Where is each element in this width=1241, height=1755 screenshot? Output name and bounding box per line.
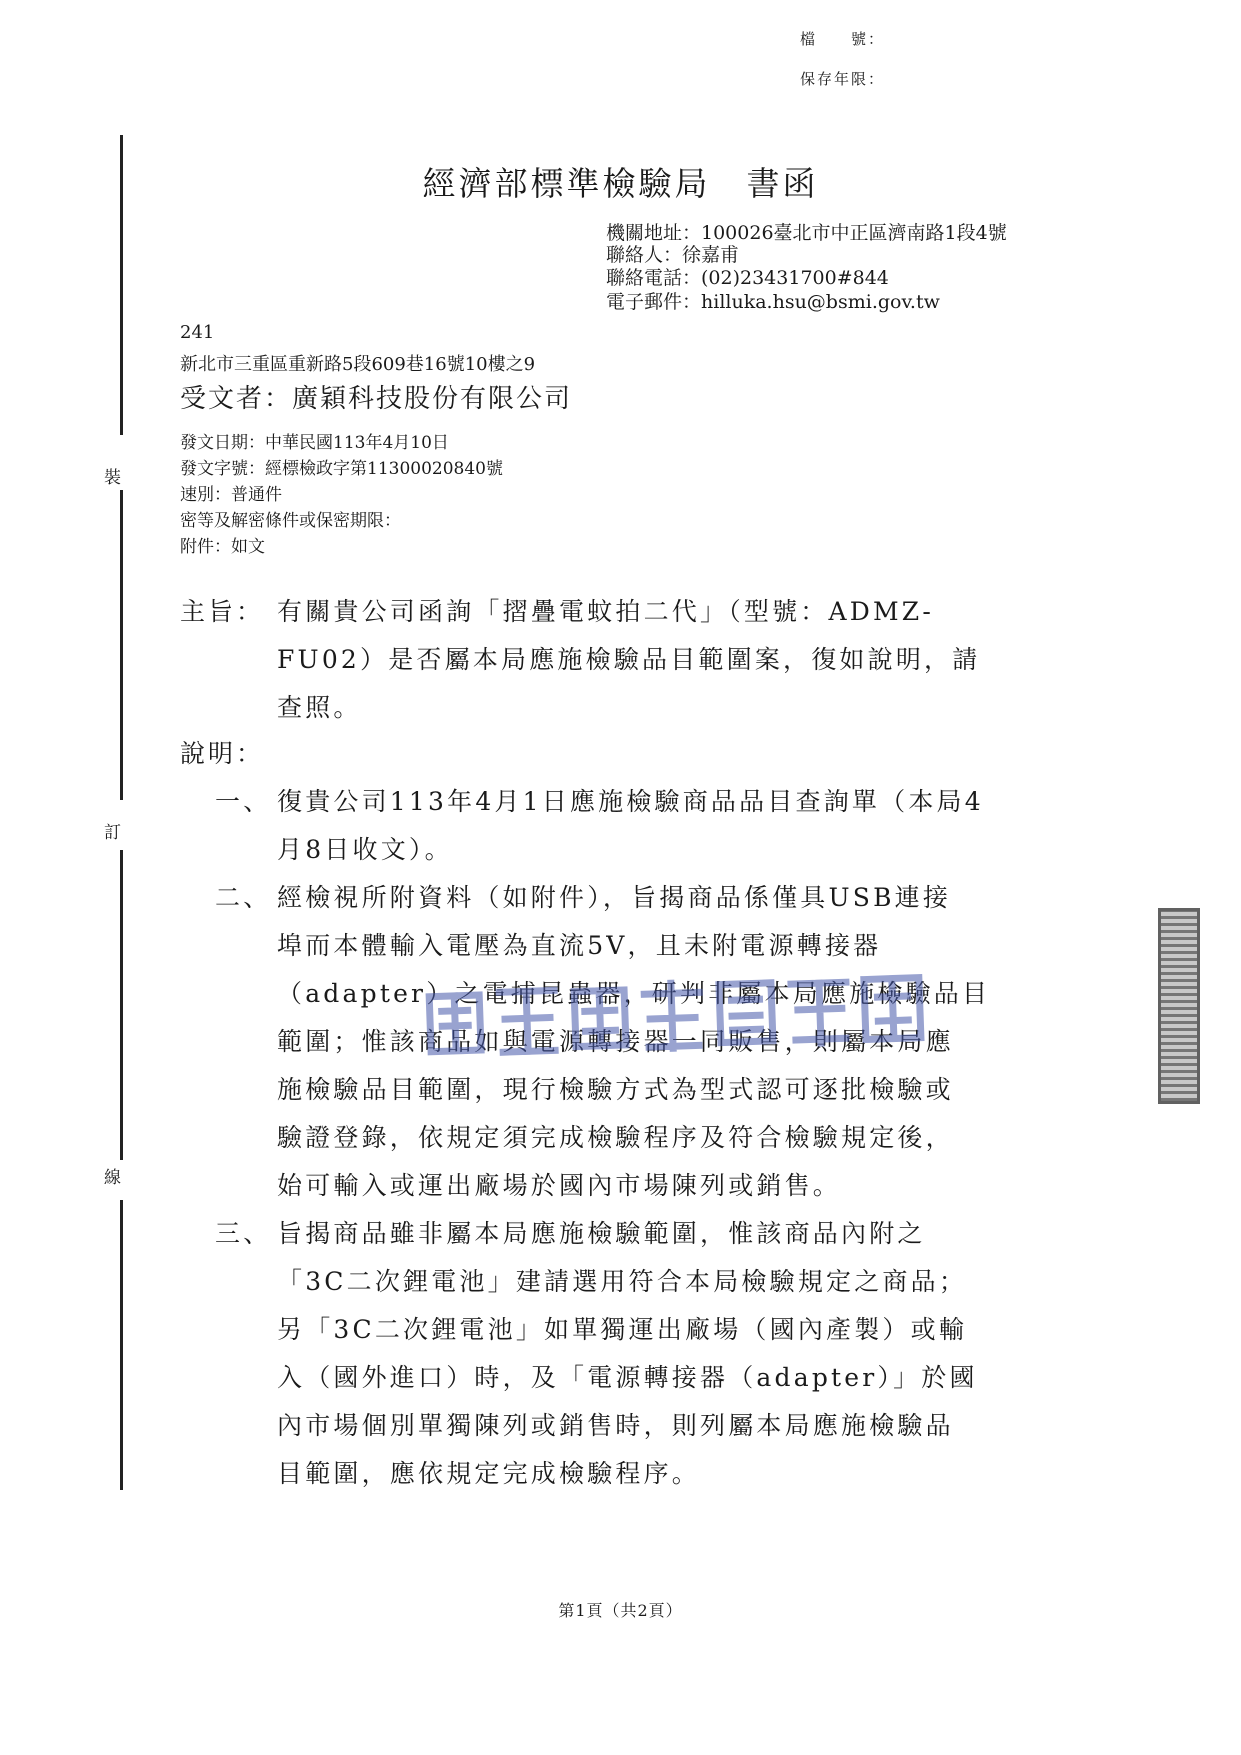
binding-mark-zhuang: 裝 <box>104 468 121 488</box>
item-line: 目範圍，應依規定完成檢驗程序。 <box>277 1459 701 1488</box>
side-perforation-seal <box>1158 908 1200 1104</box>
binding-line-lower <box>120 850 123 1160</box>
contact-email: 電子郵件：hilluka.hsu@bsmi.gov.tw <box>606 291 940 313</box>
item-line: 始可輸入或運出廠場於國內市場陳列或銷售。 <box>277 1171 842 1200</box>
secrecy-level: 密等及解密條件或保密期限： <box>180 511 401 531</box>
recipient-postal-code: 241 <box>180 322 215 343</box>
item-line: 施檢驗品目範圍，現行檢驗方式為型式認可逐批檢驗或 <box>277 1075 954 1104</box>
item-marker: 二、 <box>215 883 272 912</box>
binding-mark-xian: 線 <box>104 1168 121 1188</box>
agency-address: 機關地址：100026臺北市中正區濟南路1段4號 <box>606 222 1007 244</box>
item-line: 埠而本體輸入電壓為直流5V，且未附電源轉接器 <box>277 931 882 960</box>
official-seal-stamp <box>419 959 942 1072</box>
delivery-speed: 速別：普通件 <box>180 485 282 505</box>
binding-line-middle <box>120 490 123 800</box>
item-line: 內市場個別單獨陳列或銷售時，則列屬本局應施檢驗品 <box>277 1411 954 1440</box>
item-line: 驗證登錄，依規定須完成檢驗程序及符合檢驗規定後， <box>277 1123 954 1152</box>
explanation-label: 說明： <box>180 739 265 768</box>
document-title: 經濟部標準檢驗局 書函 <box>422 164 819 203</box>
recipient-street-address: 新北市三重區重新路5段609巷16號10樓之9 <box>180 354 536 375</box>
file-number-label: 檔 號： <box>800 30 886 48</box>
item-line: 旨揭商品雖非屬本局應施檢驗範圍，惟該商品內附之 <box>277 1219 926 1248</box>
item-line: 範圍；惟該商品如與電源轉接器一同販售，則屬本局應 <box>277 1027 954 1056</box>
retention-period-label: 保存年限： <box>800 70 886 88</box>
attachment: 附件：如文 <box>180 537 265 557</box>
item-line: 經檢視所附資料（如附件），旨揭商品係僅具USB連接 <box>277 883 952 912</box>
subject-line: 查照。 <box>277 693 362 722</box>
item-line: 另「3C二次鋰電池」如單獨運出廠場（國內產製）或輸 <box>277 1315 968 1344</box>
binding-mark-ding: 訂 <box>104 823 121 843</box>
item-marker: 一、 <box>215 787 272 816</box>
contact-phone: 聯絡電話：(02)23431700#844 <box>606 267 889 289</box>
page-number: 第1頁（共2頁） <box>558 1601 683 1620</box>
item-line: 「3C二次鋰電池」建請選用符合本局檢驗規定之商品； <box>277 1267 968 1296</box>
seal-stamp-graphic <box>419 959 942 1072</box>
item-line: 入（國外進口）時，及「電源轉接器（adapter）」於國 <box>277 1363 978 1392</box>
item-line: 月8日收文）。 <box>277 835 453 864</box>
contact-person: 聯絡人：徐嘉甫 <box>606 244 740 266</box>
subject-line: 有關貴公司函詢「摺疊電蚊拍二代」（型號：ADMZ- <box>277 597 935 626</box>
item-line: （adapter）之電捕昆蟲器，研判非屬本局應施檢驗品目 <box>277 979 991 1008</box>
recipient-name: 受文者：廣穎科技股份有限公司 <box>180 384 573 414</box>
binding-line-bottom <box>120 1200 123 1490</box>
item-line: 復貴公司113年4月1日應施檢驗商品品目查詢單（本局4 <box>277 787 984 816</box>
issue-date: 發文日期：中華民國113年4月10日 <box>180 433 449 453</box>
document-number: 發文字號：經標檢政字第11300020840號 <box>180 459 503 479</box>
item-marker: 三、 <box>215 1219 272 1248</box>
subject-label: 主旨： <box>180 597 265 626</box>
subject-line: FU02）是否屬本局應施檢驗品目範圍案，復如說明，請 <box>277 645 981 674</box>
